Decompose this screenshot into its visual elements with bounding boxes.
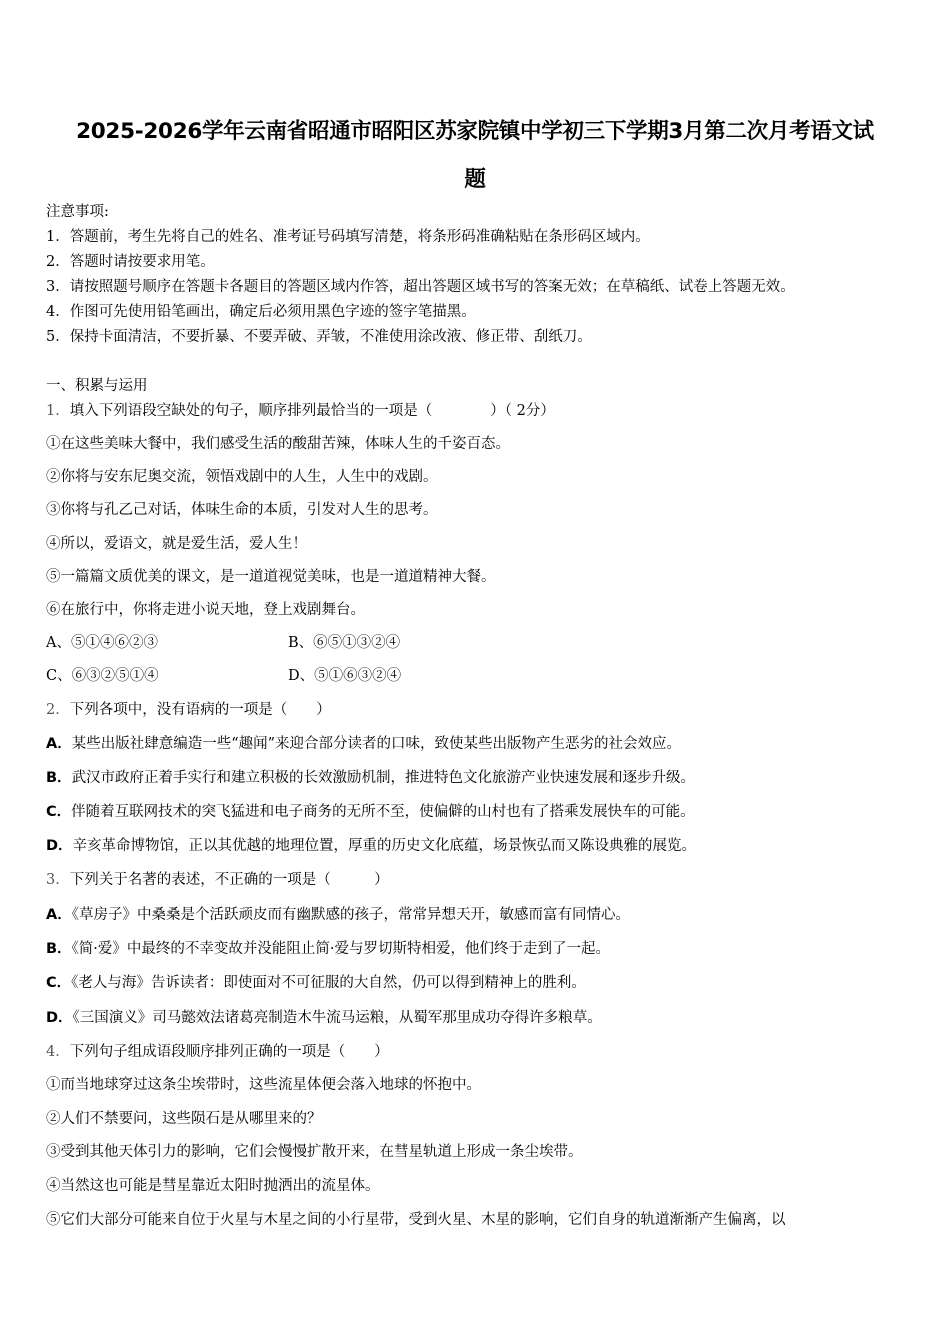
notice-item-2: 2．答题时请按要求用笔。 [46, 254, 215, 270]
question-3 [46, 870, 389, 890]
q2-option-d [46, 836, 696, 856]
q1-sentence-5: ⑤一篇篇文质优美的课文，是一道道视觉美味，也是一道道精神大餐。 [46, 569, 496, 585]
q2-option-a [46, 734, 681, 754]
q1-option-a: A、⑤①④⑥②③ [46, 635, 158, 651]
option-label: A． [46, 736, 72, 752]
option-text: 伴随着互联网技术的突飞猛进和电子商务的无所不至，使偏僻的山村也有了搭乘发展快车的可能。 [71, 804, 695, 820]
option-text: 《三国演义》司马懿效法诸葛亮制造木牛流马运粮，从蜀军那里成功夺得许多粮草。 [72, 1010, 602, 1026]
question-2 [46, 700, 331, 720]
q4-sentence-5: ⑤它们大部分可能来自位于火星与木星之间的小行星带，受到火星、木星的影响，它们自身的轨道渐渐产生偏离，以 [46, 1212, 786, 1228]
option-text: 《老人与海》告诉读者：即使面对不可征服的大自然，仍可以得到精神上的胜利。 [71, 975, 586, 991]
q3-option-a [46, 905, 630, 925]
option-label: B． [46, 941, 72, 957]
q1-sentence-4: ④所以，爱语文，就是爱生活，爱人生！ [46, 536, 307, 552]
option-text: 《草房子》中桑桑是个活跃顽皮而有幽默感的孩子，常常异想天开，敏感而富有同情心。 [71, 907, 630, 923]
title-line-1: 2025-2026学年云南省昭通市昭阳区苏家院镇中学初三下学期3月第二次月考语文试 [76, 119, 874, 144]
question-number: 1． [46, 403, 70, 419]
q4-sentence-2: ②人们不禁要问，这些陨石是从哪里来的？ [46, 1111, 322, 1127]
option-label: A． [46, 907, 72, 923]
option-text: 辛亥革命博物馆，正以其优越的地理位置，厚重的历史文化底蕴，场景恢弘而又陈设典雅的展览。 [72, 838, 697, 854]
option-label: C． [46, 975, 72, 991]
exam-title [40, 108, 910, 204]
option-label: D． [46, 838, 73, 854]
section-heading: 一、积累与运用 [46, 378, 148, 394]
q3-option-d [46, 1008, 602, 1028]
question-stem: 下列各项中，没有语病的一项是（ ） [69, 702, 331, 718]
option-text: 《简·爱》中最终的不幸变故并没能阻止简·爱与罗切斯特相爱，他们终于走到了一起。 [71, 941, 611, 957]
notice-item-5: 5．保持卡面清洁，不要折暴、不要弄破、弄皱，不准使用涂改液、修正带、刮纸刀。 [46, 329, 592, 345]
q3-option-c [46, 973, 586, 993]
option-label: D． [46, 1010, 73, 1026]
question-number: 3． [46, 872, 70, 888]
notice-item-4: 4．作图可先使用铅笔画出，确定后必须用黑色字迹的签字笔描黑。 [46, 304, 476, 320]
q2-option-b [46, 768, 695, 788]
notice-item-3: 3．请按照题号顺序在答题卡各题目的答题区域内作答，超出答题区域书写的答案无效；在草稿纸、试卷上答题无效。 [46, 279, 795, 295]
q1-sentence-1: ①在这些美味大餐中，我们感受生活的酸甜苦辣，体味人生的千姿百态。 [46, 436, 510, 452]
q1-sentence-3: ③你将与孔乙己对话，体味生命的本质，引发对人生的思考。 [46, 502, 438, 518]
question-1 [46, 401, 555, 421]
q1-option-b: B、⑥⑤①③②④ [288, 635, 401, 651]
q3-option-b [46, 939, 610, 959]
title-line-2: 题 [464, 167, 486, 192]
notice-item-1: 1．答题前，考生先将自己的姓名、准考证号码填写清楚，将条形码准确粘贴在条形码区域内。 [46, 229, 650, 245]
option-text: 武汉市政府正着手实行和建立积极的长效激励机制，推进特色文化旅游产业快速发展和逐步升级。 [71, 770, 696, 786]
question-4 [46, 1042, 389, 1062]
option-label: C． [46, 804, 72, 820]
question-stem: 下列关于名著的表述，不正确的一项是（ ） [69, 872, 389, 888]
question-stem: 下列句子组成语段顺序排列正确的一项是（ ） [69, 1044, 389, 1060]
notice-heading: 注意事项: [46, 204, 109, 220]
q1-sentence-2: ②你将与安东尼奥交流，领悟戏剧中的人生，人生中的戏剧。 [46, 469, 438, 485]
question-number: 2． [46, 702, 70, 718]
q4-sentence-1: ①而当地球穿过这条尘埃带时，这些流星体便会落入地球的怀抱中。 [46, 1077, 481, 1093]
q4-sentence-4: ④当然这也可能是彗星靠近太阳时抛洒出的流星体。 [46, 1178, 380, 1194]
question-stem: 填入下列语段空缺处的句子，顺序排列最恰当的一项是（ ）（ 2分） [69, 403, 555, 419]
q2-option-c [46, 802, 695, 822]
q1-option-c: C、⑥③②⑤①④ [46, 668, 159, 684]
q1-sentence-6: ⑥在旅行中，你将走进小说天地，登上戏剧舞台。 [46, 602, 365, 618]
option-label: B． [46, 770, 72, 786]
question-number: 4． [46, 1044, 70, 1060]
q4-sentence-3: ③受到其他天体引力的影响，它们会慢慢扩散开来，在彗星轨道上形成一条尘埃带。 [46, 1144, 583, 1160]
option-text: 某些出版社肆意编造一些“趣闻”来迎合部分读者的口味，致使某些出版物产生恶劣的社会效应。 [71, 736, 682, 752]
q1-option-d: D、⑤①⑥③②④ [288, 668, 402, 684]
